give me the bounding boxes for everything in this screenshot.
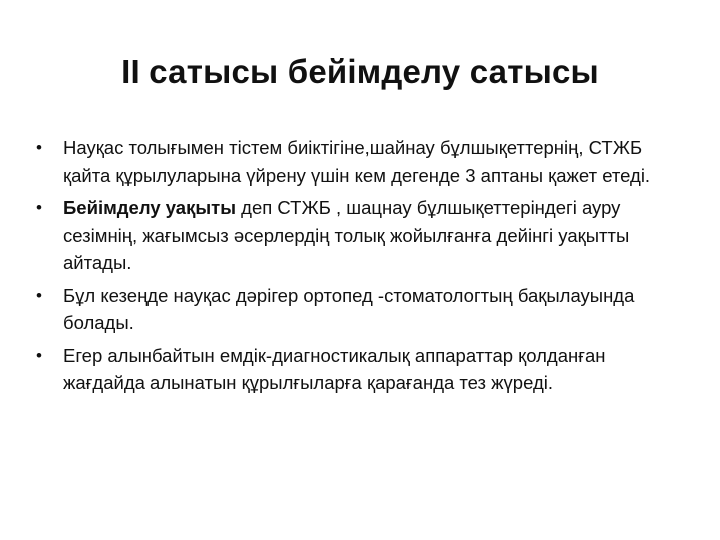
bullet-item — [36, 134, 686, 189]
bullet-item — [36, 342, 686, 397]
bullet-dot-icon: • — [36, 345, 42, 365]
bullet-dot-icon: • — [36, 138, 42, 157]
bullet-dot-icon: • — [36, 198, 42, 217]
bullet-item — [36, 194, 686, 277]
bullet-text: Бұл кезеңде науқас дәрігер ортопед -стоматологтың бақылауында болады. — [63, 284, 635, 333]
bullet-list — [36, 134, 686, 402]
bullet-text: Егер алынбайтын емдік-диагностикалық аппараттар қолданған жағдайда алынатын құрылғыларға қарағанда тез жүреді. — [63, 344, 606, 393]
bullet-item — [36, 282, 686, 337]
bullet-bold-term: Бейімделу уақыты — [63, 197, 237, 218]
slide-title: ІІ сатысы бейімделу сатысы — [121, 53, 599, 90]
bullet-text: деп СТЖБ , шацнау бұлшықеттеріндегі ауру сезімнің, жағымсыз әсерлердің толық жойылғанға дейінгі уақытты айтады. — [63, 197, 630, 273]
bullet-dot-icon: • — [36, 285, 42, 305]
bullet-text: Науқас толығымен тістем биіктігіне,шайнау бұлшықеттернің, СТЖБ қайта құрылуларына үйрену үшін кем дегенде 3 аптаны қажет етеді. — [63, 137, 651, 186]
